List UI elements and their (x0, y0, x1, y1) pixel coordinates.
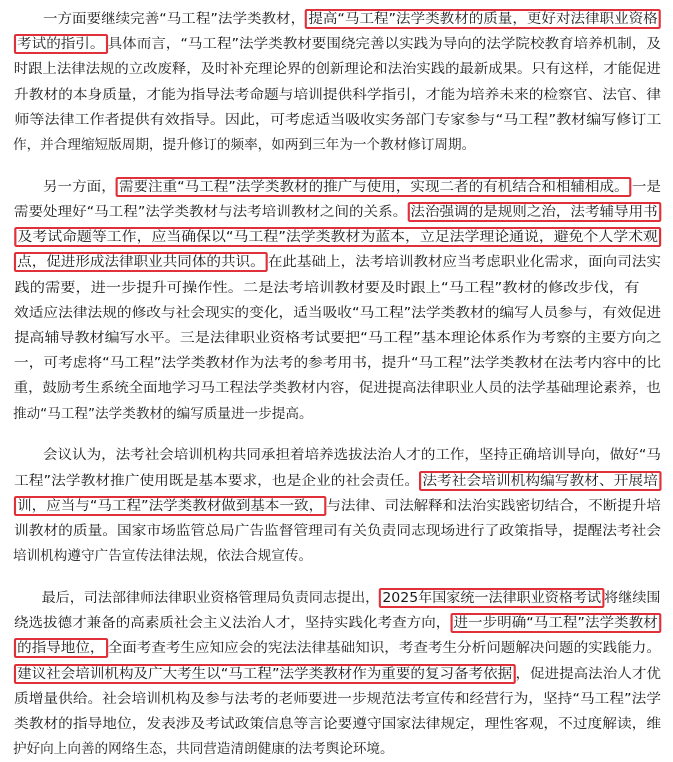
text-run: 工程”法学教材推广使用既是基本要求，也是企业的社会责任。 (14, 472, 420, 489)
text-run: 重，鼓励考生系统全面地学习马工程法学类教材内容，促进提高法律职业人员的法学基础理论素养，也 (13, 380, 661, 397)
highlighted-phrase: 法考社会培训机构编写教材、开展培 (419, 471, 661, 491)
text-line (0, 543, 673, 569)
text-run: 提高辅导教材编写水平。三是法律职业资格考试要把“马工程”基本理论体系作为考察的主要方向之 (14, 330, 662, 346)
text-run: 一是 (631, 178, 661, 195)
text-run: 与法律、司法解释和法治实践密切结合，不断提升培 (326, 497, 661, 514)
text-line (0, 82, 673, 108)
text-line (0, 493, 673, 519)
highlighted-phrase: 训，应当与“马工程”法学类教材做到基本一致， (14, 496, 326, 516)
text-run: 培训机构遵守广告宣传法律法规，依法合规宣传。 (13, 548, 313, 565)
text-line (0, 107, 673, 133)
text-run: 训教材的质量。国家市场监管总局广告监督管理司有关负责同志现场进行了政策指导，提醒法考社会 (14, 523, 662, 539)
text-line (0, 325, 673, 351)
text-run: 类教材的指导地位，发表涉及考试政策信息等言论要遵守国家法律规定，理性客观，不过度解读，维 (14, 716, 662, 732)
highlighted-phrase: 考试的指引。 (14, 34, 108, 54)
text-run: 另一方面， (13, 178, 116, 195)
text-run: 全面考查考生应知应会的宪法法律基础知识，考查考生分析问题解决问题的实践能力。 (107, 640, 661, 657)
text-line (0, 610, 673, 636)
highlighted-phrase: 进一步明确“马工程”法学类教材 (450, 613, 661, 633)
text-run: 师等法律工作者提供有效指导。因此，可考虑适当吸收实务部门专家参与“马工程”教材编写修订工 (14, 111, 662, 128)
text-run: 效适应法律法规的修改与社会现实的变化，适当吸收“马工程”法学类教材的编写人员参与，有效促进 (14, 304, 662, 321)
highlighted-phrase: 建议社会培训机构及广大考生以“马工程”法学类教材作为重要的复习备考依据 (14, 664, 516, 684)
text-line (0, 711, 673, 737)
text-run: 具体而言，“马工程”法学类教材要围绕完善以实践为导向的法学院校教育培养机制，及 (107, 36, 661, 53)
text-line (0, 401, 673, 427)
text-line (0, 686, 673, 712)
text-line (0, 661, 673, 687)
text-line (0, 132, 673, 158)
text-line (0, 585, 673, 611)
text-line (0, 199, 673, 225)
highlighted-phrase: 2025年国家统一法律职业资格考试 (379, 588, 604, 608)
text-run: 质增量供给。社会培训机构及参与法考的老师要进一步规范法考宣传和经营行为，坚持“马工程”法学 (14, 690, 662, 707)
text-line (0, 31, 673, 57)
highlighted-phrase: 及考试命题等工作，应当确保以“马工程”法学类教材为蓝本，立足法学理论通说，避免个人学术观 (14, 227, 661, 247)
text-run: 作，并合理缩短版周期，提升修订的频率，如两到三年为一个教材修订周期。 (13, 137, 476, 153)
text-line (0, 56, 673, 82)
highlighted-phrase: 需要注重“马工程”法学类教材的推广与使用，实现二者的有机结合和相辅相成。 (116, 177, 632, 197)
text-run: 一，可考虑将“马工程”法学类教材作为法考的参考用书，提升“马工程”法学类教材在法考内容中的比 (14, 355, 662, 372)
highlighted-phrase: 的指导地位， (14, 638, 108, 658)
highlighted-phrase: 法治强调的是规则之治，法考辅导用书 (407, 202, 661, 222)
text-line (0, 442, 673, 468)
text-run: 需要处理好“马工程”法学类教材与法考培训教材之间的关系。 (13, 204, 408, 220)
text-run: 升教材的本身质量，才能为指导法考命题与培训提供科学指引，才能为培养未来的检察官、法官、律 (14, 86, 662, 103)
text-run: 践的需要，进一步提升可操作性。二是法考培训教材要及时跟上“马工程”教材的修改步伐，有 (14, 279, 640, 296)
text-run: 会议认为，法考社会培训机构共同承担着培养选拔法治人才的工作，坚持正确培训导向，做好“马 (13, 447, 661, 464)
text-run: 最后，司法部律师法律职业资格管理局负责同志提出， (13, 590, 380, 606)
text-run: 时跟上法律法规的立改废释，及时补充理论界的创新理论和法治实践的最新成果。只有这样，才能促进 (13, 61, 661, 78)
text-line (0, 224, 673, 250)
text-run: ，促进提高法治人才优 (515, 665, 661, 682)
text-line (0, 635, 673, 661)
highlighted-phrase: 提高“马工程”法学类教材的质量，更好对法律职业资格 (305, 9, 661, 29)
text-run: 在此基础上，法考培训教材应当考虑职业化需求，面向司法实 (267, 254, 661, 271)
text-line (0, 6, 673, 32)
text-line (0, 375, 673, 401)
text-run: 将继续围 (604, 590, 661, 606)
text-line (0, 350, 673, 376)
highlighted-phrase: 点，促进形成法律职业共同体的共识。 (14, 252, 268, 272)
text-run: 推动“马工程”法学类教材的编写质量进一步提高。 (13, 405, 313, 422)
text-line (0, 468, 673, 494)
text-line (0, 518, 673, 544)
text-line (0, 174, 673, 200)
text-line (0, 736, 673, 762)
text-run: 一方面要继续完善“马工程”法学类教材， (13, 11, 306, 27)
text-line (0, 300, 673, 326)
text-run: 绕选拔德才兼备的高素质社会主义法治人才，坚持实践化考查方向， (13, 615, 451, 632)
text-line (0, 249, 673, 275)
text-run: 护好向上向善的网络生态，共同营造清朗健康的法考舆论环境。 (13, 741, 394, 758)
text-line (0, 275, 673, 301)
